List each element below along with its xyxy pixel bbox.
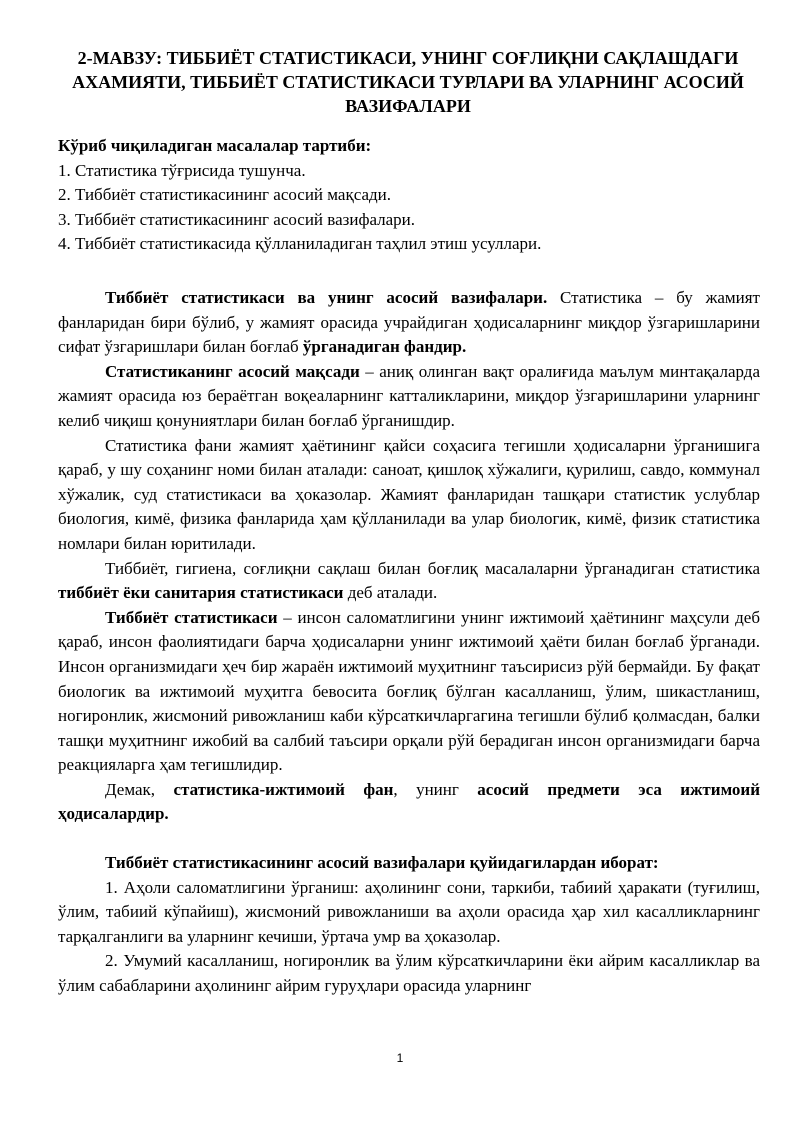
paragraph-bold-lead: Тиббиёт статистикаси ва унинг асосий вазифалари.: [105, 288, 548, 307]
agenda-section: [58, 134, 760, 257]
paragraph-bold-lead: Тиббиёт статистикаси: [105, 607, 278, 627]
agenda-item: 1. Статистика тўғрисида тушунча.: [58, 160, 306, 180]
document-title: 2-МАВЗУ: ТИББИЁТ СТАТИСТИКАСИ, УНИНГ СОҒЛИҚНИ САҚЛАШДАГИ АХАМИЯТИ, ТИББИЁТ СТАТИСТИКАСИ ТУРЛАРИ ВА УЛАРНИНГ АСОСИЙ ВАЗИФАЛАРИ: [72, 48, 744, 116]
paragraph: Статистиканинг асосий мақсади – аниқ олинган вақт оралиғида маълум минтақаларда жамият орасида юз бераётган воқеаларнинг катталикларини, миқдор ўзгаришларини уларнинг келиб чиқиш қонуниятлари билан боғлаб ўрганишдир.: [58, 361, 760, 430]
paragraph: Тиббиёт, гигиена, соғлиқни сақлаш билан боғлиқ масалаларни ўрганадиган статистика тиббиёт ёки санитария статистикаси деб аталади.: [58, 558, 760, 603]
paragraph: Демак, статистика-ижтимоий фан, унинг асосий предмети эса ижтимоий ҳодисалардир.: [58, 779, 761, 824]
page-number: 1: [396, 1051, 404, 1065]
section-heading: Тиббиёт статистикасининг асосий вазифалари қуйидагилардан иборат:: [105, 853, 659, 873]
list-item: 1. Аҳоли саломатлигини ўрганиш: аҳолининг сони, таркиби, табиий ҳаракати (туғилиш, ўлим, табиий кўпайиш), жисмоний ривожланиши ва аҳоли орасида ҳар хил касалликларнинг тарқалганлиги ва уларнинг кечиши, ўртача умр ва ҳоказолар.: [58, 877, 760, 946]
paragraph: Статистика фани жамият ҳаётининг қайси соҳасига тегишли ҳодисаларни ўрганишига қараб, у шу соҳанинг номи билан аталади: саноат, қишлоқ хўжалиги, қурилиш, савдо, коммунал хўжалик, суд статистикаси ва ҳоказолар. Жамият фанларидан ташқари статистик услублар биология, кимё, физика фанларида ҳам қўлланилади ва улар биологик, кимё, физик статистика номлари билан юритилади.: [58, 435, 760, 553]
agenda-heading: Кўриб чиқиладиган масалалар тартиби:: [58, 136, 372, 155]
agenda-item: 4. Тиббиёт статистикасида қўлланиладиган таҳлил этиш усуллари.: [58, 234, 542, 254]
list-item: 2. Умумий касалланиш, ногиронлик ва ўлим кўрсаткичларини ёки айрим касалликлар ва ўлим сабабларини аҳолининг айрим гуруҳлари орасида уларнинг: [58, 951, 760, 996]
paragraph-bold-lead: Статистиканинг асосий мақсади: [105, 361, 360, 381]
main-text: [58, 286, 760, 999]
agenda-item: 3. Тиббиёт статистикасининг асосий вазифалари.: [58, 209, 416, 229]
paragraph: Тиббиёт статистикаси – инсон саломатлигини унинг ижтимоий ҳаётининг маҳсули деб қараб, инсон фаолиятидаги барча ҳодисаларни унинг ижтимоий ҳаёти билан боғлаб ўрганади. Инсон организмидаги ҳеч бир жараён ижтимоий муҳитнинг таъсирисиз рўй бермайди. Бу фақат биологик ва ижтимоий муҳитга бевосита боғлиқ бўлган касалланиш, ўлим, шикастланиш, ногиронлик, жисмоний ривожланиш каби кўрсаткичларгагина тегишли бўлиб қолмасдан, балки ташқи муҳитнинг ижобий ва салбий таъсири орқали рўй берадиган инсон организмидаги барча реакцияларга ҳам тегишлидир.: [58, 607, 760, 775]
agenda-item: 2. Тиббиёт статистикасининг асосий мақсади.: [58, 185, 392, 205]
paragraph: Тиббиёт статистикаси ва унинг асосий вазифалари. Статистика – бу жамият фанларидан бири бўлиб, у жамият орасида учрайдиган ҳодисаларнинг миқдор ўзгаришларини сифат ўзгаришлари билан боғлаб ўрганадиган фандир.: [58, 288, 760, 357]
